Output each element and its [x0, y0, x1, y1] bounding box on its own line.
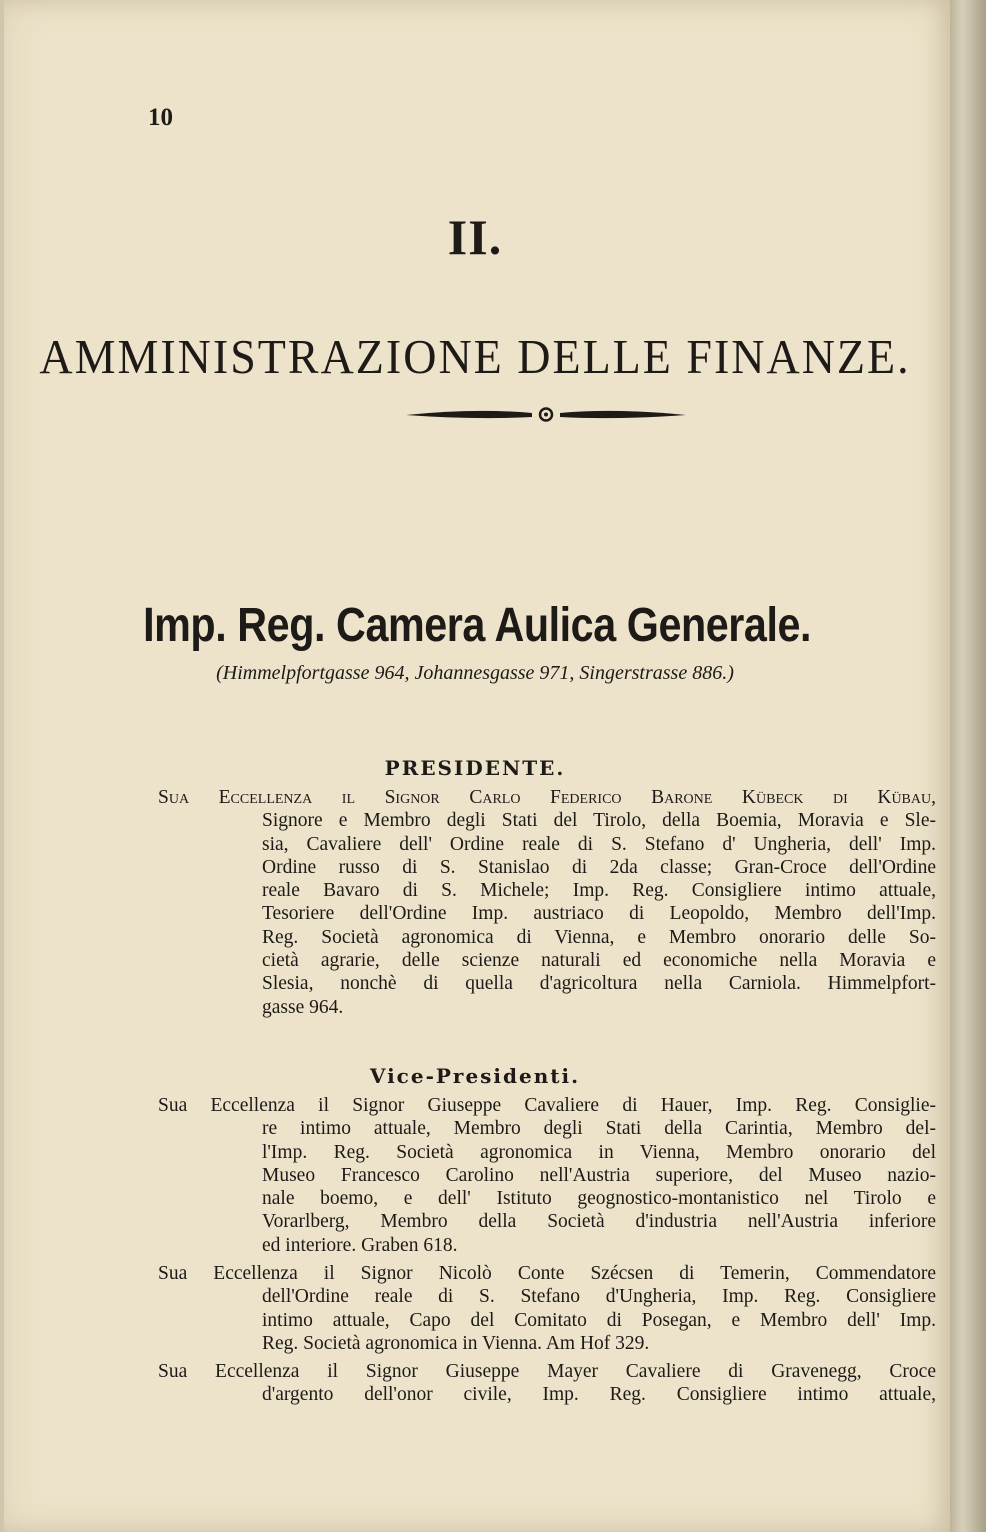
- entry-line: Signore e Membro degli Stati del Tirolo, della Boemia, Moravia e Sle-: [262, 810, 936, 832]
- entry-line: Sua Eccellenza il Signor Carlo Federico Barone Kübeck di Kübau,: [158, 787, 936, 808]
- vice-presidente-entry: [158, 1360, 936, 1407]
- entry-line: sia, Cavaliere dell' Ordine reale di S. Stefano d' Ungheria, dell' Imp.: [262, 833, 936, 855]
- vice-presidente-entry: [158, 1094, 936, 1257]
- ornament-divider: [366, 404, 726, 424]
- entry-line: Sua Eccellenza il Signor Giuseppe Cavaliere di Hauer, Imp. Reg. Consiglie-: [158, 1095, 936, 1116]
- entry-line: d'argento dell'onor civile, Imp. Reg. Consigliere intimo attuale,: [262, 1384, 936, 1406]
- entry-line: dell'Ordine reale di S. Stefano d'Ungheria, Imp. Reg. Consigliere: [262, 1286, 936, 1308]
- entry-line: Sua Eccellenza il Signor Nicolò Conte Szécsen di Temerin, Commendatore: [158, 1263, 936, 1284]
- page-edge: [950, 0, 986, 1532]
- entry-line: ed interiore. Graben 618.: [262, 1234, 458, 1256]
- page-number: 10: [148, 104, 173, 131]
- entry-line: re intimo attuale, Membro degli Stati della Carintia, Membro del-: [262, 1118, 936, 1140]
- section-title: AMMINISTRAZIONE DELLE FINANZE.: [39, 329, 911, 384]
- presidente-heading: PRESIDENTE.: [384, 756, 566, 780]
- entry-line: l'Imp. Reg. Società agronomica in Vienna, Membro onorario del: [262, 1141, 936, 1163]
- entry-line: Vorarlberg, Membro della Società d'industria nell'Austria inferiore: [262, 1211, 936, 1233]
- entry-line: Slesia, nonchè di quella d'agricoltura nella Carniola. Himmelpfort-: [262, 973, 936, 995]
- office-address: (Himmelpfortgasse 964, Johannesgasse 971, Singerstrasse 886.): [216, 662, 734, 684]
- entry-line: cietà agrarie, delle scienze naturali ed economiche nella Moravia e: [262, 950, 936, 972]
- office-title: Imp. Reg. Camera Aulica Generale.: [143, 599, 812, 652]
- entry-line: Tesoriere dell'Ordine Imp. austriaco di Leopoldo, Membro dell'Imp.: [262, 903, 936, 925]
- vice-presidenti-heading: Vice-Presidenti.: [369, 1064, 581, 1088]
- entry-line: nale boemo, e dell' Istituto geognostico-montanistico nel Tirolo e: [262, 1188, 936, 1210]
- presidente-entry: [158, 786, 936, 1019]
- entry-line: reale Bavaro di S. Michele; Imp. Reg. Consigliere intimo attuale,: [262, 880, 936, 902]
- entry-line: intimo attuale, Capo del Comitato di Posegan, e Membro dell' Imp.: [262, 1309, 936, 1331]
- entry-line: Ordine russo di S. Stanislao di 2da classe; Gran-Croce dell'Ordine: [262, 856, 936, 878]
- entry-line: Sua Eccellenza il Signor Giuseppe Mayer Cavaliere di Gravenegg, Croce: [158, 1361, 936, 1382]
- entry-line: Reg. Società agronomica di Vienna, e Membro onorario delle So-: [262, 926, 936, 948]
- vice-presidente-entry: [158, 1262, 936, 1355]
- entry-line: gasse 964.: [262, 996, 344, 1018]
- entry-line: Museo Francesco Carolino nell'Austria superiore, del Museo nazio-: [262, 1164, 936, 1186]
- entry-line: Reg. Società agronomica in Vienna. Am Hof 329.: [262, 1332, 650, 1354]
- section-numeral: II.: [447, 209, 503, 265]
